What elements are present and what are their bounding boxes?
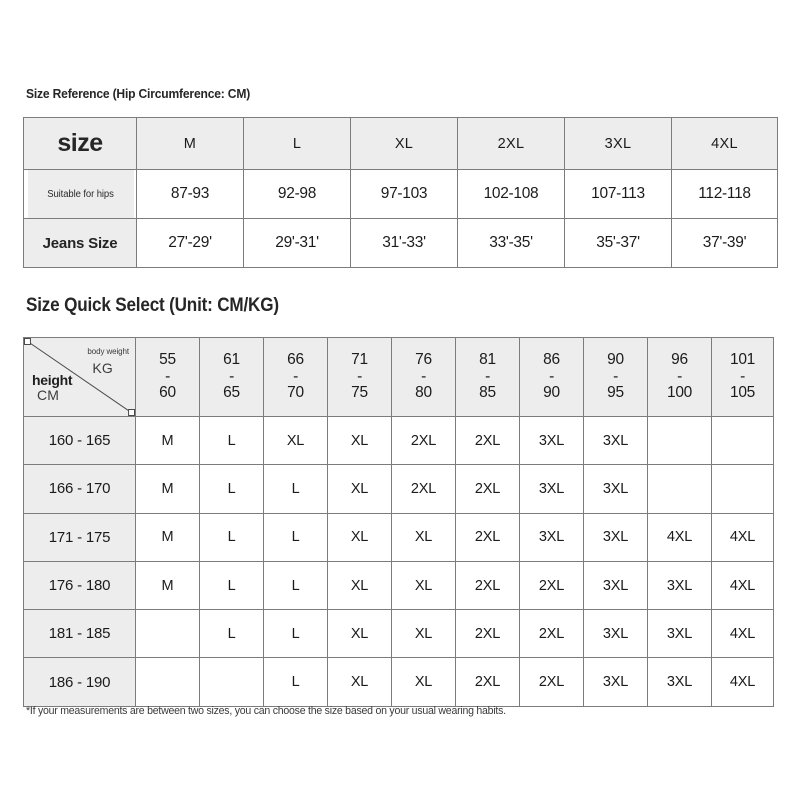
weight-from: 71 bbox=[351, 350, 368, 368]
weight-from: 55 bbox=[159, 350, 176, 368]
row-label-jeans-size: Jeans Size bbox=[24, 219, 137, 268]
table-row bbox=[24, 465, 774, 513]
size-column-header-l: L bbox=[244, 118, 351, 170]
height-row-label: 186 - 190 bbox=[24, 658, 136, 706]
table-row bbox=[24, 417, 774, 465]
weight-dash: - bbox=[293, 367, 298, 385]
weight-dash: - bbox=[485, 367, 490, 385]
size-cell: XL bbox=[328, 610, 392, 658]
quick-select-title: Size Quick Select (Unit: CM/KG) bbox=[26, 295, 279, 316]
table-row bbox=[24, 170, 778, 219]
jeans-value: 37'-39' bbox=[672, 219, 778, 268]
size-cell bbox=[648, 417, 712, 465]
size-cell bbox=[712, 417, 774, 465]
size-cell: XL bbox=[328, 465, 392, 513]
height-row-label: 166 - 170 bbox=[24, 465, 136, 513]
weight-from: 66 bbox=[287, 350, 304, 368]
weight-to: 70 bbox=[287, 384, 304, 402]
size-cell: XL bbox=[392, 658, 456, 706]
weight-dash: - bbox=[165, 367, 170, 385]
height-caption: height bbox=[32, 372, 73, 388]
size-cell: 3XL bbox=[648, 610, 712, 658]
size-cell: 4XL bbox=[712, 513, 774, 561]
weight-dash: - bbox=[229, 367, 234, 385]
weight-column-header bbox=[200, 338, 264, 417]
height-weight-axis-corner bbox=[24, 338, 136, 417]
size-cell: L bbox=[264, 610, 328, 658]
size-column-header-m: M bbox=[137, 118, 244, 170]
size-cell: 2XL bbox=[520, 658, 584, 706]
weight-to: 90 bbox=[543, 384, 560, 402]
size-cell: L bbox=[264, 465, 328, 513]
table-row bbox=[24, 513, 774, 561]
size-column-header-2xl: 2XL bbox=[458, 118, 565, 170]
size-cell: L bbox=[200, 417, 264, 465]
size-cell: M bbox=[136, 417, 200, 465]
size-cell: M bbox=[136, 465, 200, 513]
size-cell: XL bbox=[328, 561, 392, 609]
weight-column-header bbox=[584, 338, 648, 417]
size-cell: L bbox=[264, 513, 328, 561]
weight-from: 61 bbox=[223, 350, 240, 368]
hips-value: 102-108 bbox=[458, 170, 565, 219]
weight-from: 81 bbox=[479, 350, 496, 368]
size-cell: 3XL bbox=[520, 513, 584, 561]
size-cell: XL bbox=[392, 561, 456, 609]
weight-dash: - bbox=[613, 367, 618, 385]
size-cell: 3XL bbox=[520, 417, 584, 465]
size-cell: M bbox=[136, 561, 200, 609]
size-corner-label: size bbox=[24, 118, 137, 170]
weight-dash: - bbox=[549, 367, 554, 385]
weight-column-header bbox=[328, 338, 392, 417]
weight-to: 85 bbox=[479, 384, 496, 402]
weight-from: 96 bbox=[671, 350, 688, 368]
size-cell: 3XL bbox=[584, 417, 648, 465]
size-cell: 4XL bbox=[712, 561, 774, 609]
weight-to: 100 bbox=[667, 384, 692, 402]
size-column-header-3xl: 3XL bbox=[565, 118, 672, 170]
size-cell: 3XL bbox=[520, 465, 584, 513]
row-label-suitable-for-hips: Suitable for hips bbox=[26, 170, 133, 219]
height-row-label: 171 - 175 bbox=[24, 513, 136, 561]
size-cell: 3XL bbox=[584, 610, 648, 658]
height-row-label: 160 - 165 bbox=[24, 417, 136, 465]
size-cell: 2XL bbox=[456, 658, 520, 706]
size-column-header-4xl: 4XL bbox=[672, 118, 778, 170]
size-cell: 2XL bbox=[520, 610, 584, 658]
size-cell: L bbox=[200, 610, 264, 658]
body-weight-unit: KG bbox=[92, 360, 113, 376]
size-reference-table bbox=[23, 117, 778, 268]
size-quick-select-table bbox=[23, 337, 774, 707]
table-row bbox=[24, 610, 774, 658]
weight-column-header bbox=[648, 338, 712, 417]
table-row bbox=[24, 561, 774, 609]
weight-column-header bbox=[136, 338, 200, 417]
table-row bbox=[24, 658, 774, 706]
footnote-text: *If your measurements are between two sizes, you can choose the size based on your usual wearing habits. bbox=[26, 705, 506, 717]
size-cell: 2XL bbox=[456, 561, 520, 609]
weight-to: 80 bbox=[415, 384, 432, 402]
size-cell: 2XL bbox=[392, 465, 456, 513]
weight-from: 90 bbox=[607, 350, 624, 368]
size-cell bbox=[136, 610, 200, 658]
size-cell: 3XL bbox=[584, 465, 648, 513]
weight-dash: - bbox=[421, 367, 426, 385]
size-cell: 3XL bbox=[584, 561, 648, 609]
size-cell: 4XL bbox=[712, 610, 774, 658]
size-cell: M bbox=[136, 513, 200, 561]
jeans-value: 29'-31' bbox=[244, 219, 351, 268]
table-row bbox=[24, 338, 774, 417]
size-cell: 4XL bbox=[712, 658, 774, 706]
size-cell: XL bbox=[392, 610, 456, 658]
size-cell: 2XL bbox=[456, 610, 520, 658]
weight-column-header bbox=[520, 338, 584, 417]
size-cell: 3XL bbox=[648, 561, 712, 609]
size-column-header-xl: XL bbox=[351, 118, 458, 170]
weight-column-header bbox=[712, 338, 774, 417]
size-cell: L bbox=[200, 465, 264, 513]
weight-to: 75 bbox=[351, 384, 368, 402]
jeans-value: 33'-35' bbox=[458, 219, 565, 268]
weight-to: 105 bbox=[730, 384, 755, 402]
size-cell bbox=[712, 465, 774, 513]
size-cell: 2XL bbox=[456, 417, 520, 465]
table-row bbox=[24, 118, 778, 170]
size-cell: 2XL bbox=[520, 561, 584, 609]
size-cell: 3XL bbox=[584, 513, 648, 561]
table-row bbox=[24, 219, 778, 268]
size-reference-title: Size Reference (Hip Circumference: CM) bbox=[26, 86, 251, 101]
size-cell: 2XL bbox=[392, 417, 456, 465]
size-cell: 2XL bbox=[456, 465, 520, 513]
size-cell: XL bbox=[328, 417, 392, 465]
hips-value: 97-103 bbox=[351, 170, 458, 219]
weight-to: 60 bbox=[159, 384, 176, 402]
jeans-value: 35'-37' bbox=[565, 219, 672, 268]
hips-value: 107-113 bbox=[565, 170, 672, 219]
size-cell: 3XL bbox=[648, 658, 712, 706]
weight-dash: - bbox=[740, 367, 745, 385]
hips-value: 92-98 bbox=[244, 170, 351, 219]
weight-dash: - bbox=[677, 367, 682, 385]
weight-column-header bbox=[456, 338, 520, 417]
size-cell: L bbox=[264, 561, 328, 609]
weight-from: 76 bbox=[415, 350, 432, 368]
size-cell: L bbox=[264, 658, 328, 706]
height-unit: CM bbox=[37, 387, 60, 403]
size-cell: XL bbox=[392, 513, 456, 561]
weight-to: 95 bbox=[607, 384, 624, 402]
weight-column-header bbox=[264, 338, 328, 417]
size-cell: L bbox=[200, 561, 264, 609]
jeans-value: 27'-29' bbox=[137, 219, 244, 268]
weight-to: 65 bbox=[223, 384, 240, 402]
body-weight-caption: body weight bbox=[87, 347, 129, 356]
size-cell bbox=[200, 658, 264, 706]
size-cell bbox=[136, 658, 200, 706]
size-cell: 2XL bbox=[456, 513, 520, 561]
hips-value: 112-118 bbox=[672, 170, 778, 219]
height-row-label: 181 - 185 bbox=[24, 610, 136, 658]
size-cell: XL bbox=[264, 417, 328, 465]
weight-dash: - bbox=[357, 367, 362, 385]
jeans-value: 31'-33' bbox=[351, 219, 458, 268]
size-cell: XL bbox=[328, 513, 392, 561]
size-cell: 3XL bbox=[584, 658, 648, 706]
height-row-label: 176 - 180 bbox=[24, 561, 136, 609]
weight-column-header bbox=[392, 338, 456, 417]
size-cell: XL bbox=[328, 658, 392, 706]
size-cell bbox=[648, 465, 712, 513]
size-cell: L bbox=[200, 513, 264, 561]
weight-from: 86 bbox=[543, 350, 560, 368]
hips-value: 87-93 bbox=[137, 170, 244, 219]
weight-from: 101 bbox=[730, 350, 755, 368]
size-cell: 4XL bbox=[648, 513, 712, 561]
